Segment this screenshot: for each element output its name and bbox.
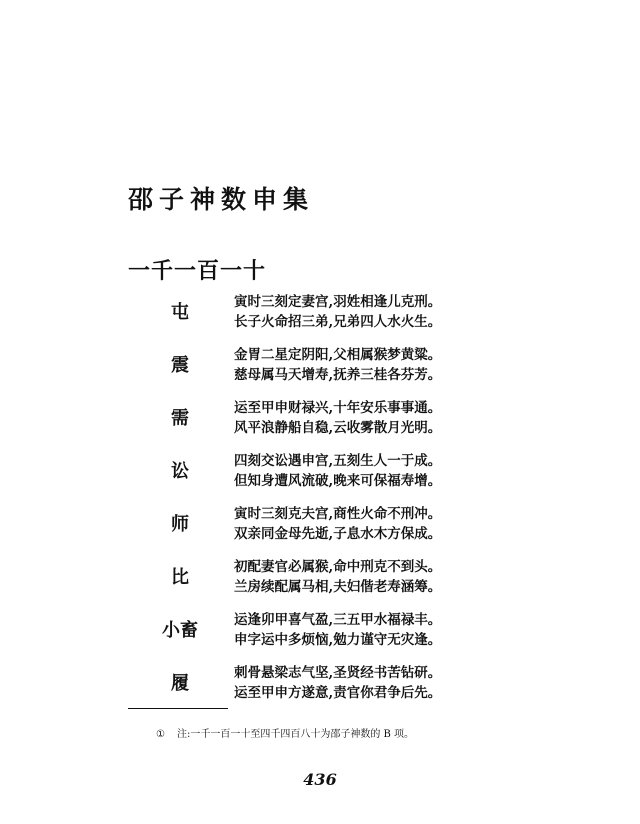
verse-line: 运至甲申财禄兴,十年安乐事事通。 bbox=[234, 400, 442, 416]
verse-text bbox=[234, 610, 441, 650]
page-title: 邵子神数申集 bbox=[128, 185, 315, 214]
verse-text bbox=[234, 451, 441, 491]
verse-line: 双亲同金母先逝,子息水木方保成。 bbox=[234, 526, 442, 542]
verse-text bbox=[234, 663, 441, 703]
verse-line: 金胃二星定阴阳,父相属猴梦黄粱。 bbox=[234, 347, 442, 363]
verse-text bbox=[234, 345, 441, 385]
footnote-marker: ① bbox=[156, 729, 165, 740]
verse-entry bbox=[0, 447, 640, 500]
verse-line: 兰房续配属马相,夫妇偕老寿涵筹。 bbox=[234, 579, 442, 595]
verse-entry bbox=[0, 659, 640, 712]
hexagram-name: 屯 bbox=[171, 302, 189, 323]
verse-line: 但知身遭风流破,晚来可保福寿增。 bbox=[234, 473, 442, 489]
footnote-text: 注:一千一百一十至四千四百八十为邵子神数的 B 项。 bbox=[176, 729, 415, 740]
hexagram-name: 需 bbox=[171, 408, 189, 429]
verse-entry bbox=[0, 553, 640, 606]
verse-line: 初配妻官必属猴,命中刑克不到头。 bbox=[234, 559, 442, 575]
verse-text bbox=[234, 292, 441, 332]
hexagram-name: 讼 bbox=[171, 461, 189, 482]
verse-list bbox=[0, 288, 640, 712]
footnote-divider bbox=[128, 708, 228, 709]
verse-entry bbox=[0, 341, 640, 394]
verse-text bbox=[234, 398, 441, 438]
verse-line: 运至甲申方遂意,责官你君争后先。 bbox=[234, 685, 442, 701]
verse-line: 长子火命招三弟,兄弟四人水火生。 bbox=[234, 314, 442, 330]
verse-text bbox=[234, 557, 441, 597]
verse-line: 寅时三刻定妻宫,羽姓相逢儿克刑。 bbox=[234, 294, 442, 310]
hexagram-name: 震 bbox=[171, 355, 189, 376]
footnote bbox=[156, 725, 414, 740]
verse-text bbox=[234, 504, 441, 544]
verse-entry bbox=[0, 288, 640, 341]
verse-line: 刺骨悬梁志气坚,圣贤经书苦钻研。 bbox=[234, 665, 442, 681]
verse-entry bbox=[0, 606, 640, 659]
verse-entry bbox=[0, 500, 640, 553]
verse-line: 申字运中多烦恼,勉力谨守无灾逢。 bbox=[234, 632, 442, 648]
page-number: 436 bbox=[303, 770, 337, 789]
verse-line: 四刻交讼遇申宫,五刻生人一于成。 bbox=[234, 453, 442, 469]
verse-line: 慈母属马天增寿,抚养三桂各芬芳。 bbox=[234, 367, 442, 383]
verse-line: 风平浪静船自稳,云收雾散月光明。 bbox=[234, 420, 442, 436]
verse-entry bbox=[0, 394, 640, 447]
verse-line: 运逢卯甲喜气盈,三五甲水福禄丰。 bbox=[234, 612, 442, 628]
hexagram-name: 师 bbox=[171, 514, 189, 535]
hexagram-name: 小畜 bbox=[162, 620, 198, 641]
hexagram-name: 比 bbox=[171, 567, 189, 588]
hexagram-name: 履 bbox=[171, 673, 189, 694]
verse-line: 寅时三刻克夫宫,商性火命不刑冲。 bbox=[234, 506, 442, 522]
section-number: 一千一百一十 bbox=[128, 258, 267, 284]
